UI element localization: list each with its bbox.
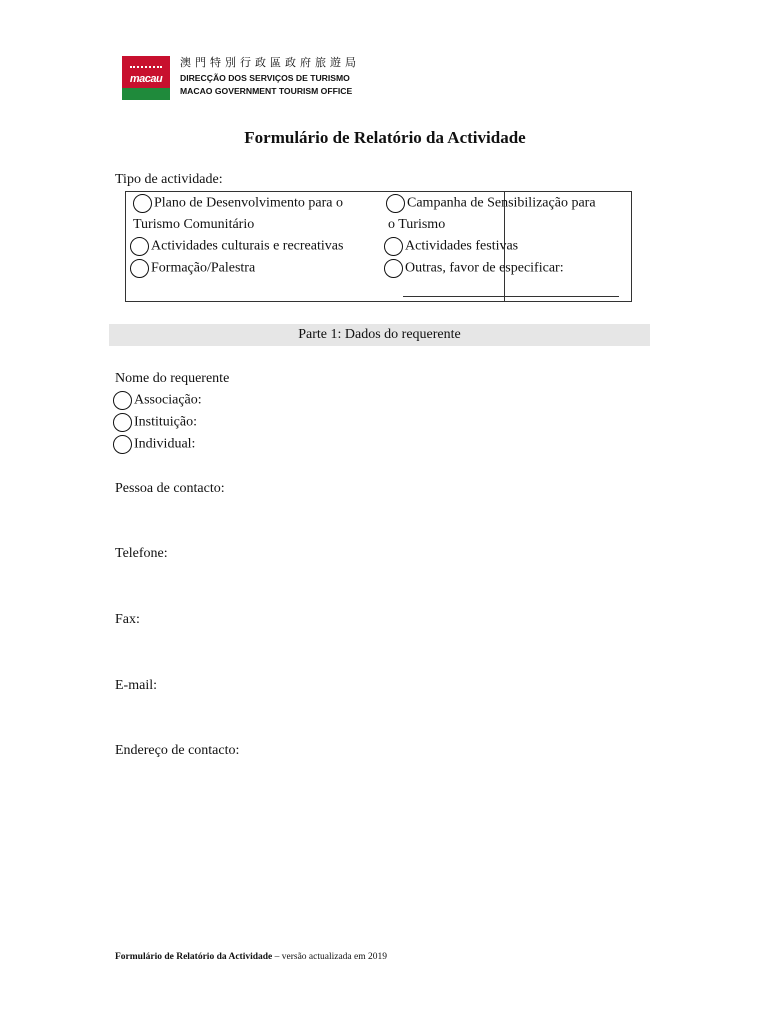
contact-person-label: Pessoa de contacto: [115, 481, 225, 496]
macao-logo [122, 56, 170, 100]
page-footer [115, 952, 387, 962]
option-awareness-campaign[interactable]: Campanha de Sensibilização para [386, 194, 596, 213]
applicant-name-label: Nome do requerente [115, 371, 230, 386]
email-label: E-mail: [115, 678, 157, 693]
telephone-label: Telefone: [115, 546, 168, 561]
radio-circle-icon[interactable] [113, 391, 132, 410]
radio-circle-icon[interactable] [113, 413, 132, 432]
applicant-type-individual[interactable]: Individual: [113, 435, 195, 454]
applicant-type-association[interactable]: Associação: [113, 391, 202, 410]
applicant-type-institution[interactable]: Instituição: [113, 413, 197, 432]
fax-label: Fax: [115, 612, 140, 627]
org-name-portuguese: DIRECÇÃO DOS SERVIÇOS DE TURISMO [180, 73, 350, 83]
radio-circle-icon[interactable] [386, 194, 405, 213]
option-awareness-campaign-cont: o Turismo [388, 217, 446, 232]
activity-type-label: Tipo de actividade: [115, 172, 223, 187]
radio-circle-icon[interactable] [113, 435, 132, 454]
option-cultural-activities[interactable]: Actividades culturais e recreativas [130, 237, 343, 256]
footer-version: – versão actualizada em 2019 [272, 952, 388, 962]
radio-circle-icon[interactable] [130, 237, 149, 256]
logo-green-band [122, 88, 170, 100]
other-specify-field[interactable] [403, 296, 619, 297]
org-name-english: MACAO GOVERNMENT TOURISM OFFICE [180, 86, 353, 96]
option-festive-activities[interactable]: Actividades festivas [384, 237, 518, 256]
page-title: Formulário de Relatório da Actividade [244, 128, 526, 147]
radio-circle-icon[interactable] [384, 237, 403, 256]
option-community-tourism-cont: Turismo Comunitário [133, 217, 255, 232]
logo-arc-icon [130, 66, 162, 72]
option-community-tourism[interactable]: Plano de Desenvolvimento para o [133, 194, 343, 213]
radio-circle-icon[interactable] [384, 259, 403, 278]
logo-wordmark: macau [129, 73, 163, 85]
activity-type-box [125, 191, 632, 302]
footer-form-title: Formulário de Relatório da Actividade [115, 952, 273, 962]
section-header [109, 324, 650, 346]
contact-address-label: Endereço de contacto: [115, 743, 240, 758]
org-name-chinese: 澳門特別行政區政府旅遊局 [180, 57, 360, 69]
section-title: Parte 1: Dados do requerente [298, 327, 461, 342]
radio-circle-icon[interactable] [130, 259, 149, 278]
option-training[interactable]: Formação/Palestra [130, 259, 255, 278]
radio-circle-icon[interactable] [133, 194, 152, 213]
option-other[interactable]: Outras, favor de especificar: [384, 259, 564, 278]
